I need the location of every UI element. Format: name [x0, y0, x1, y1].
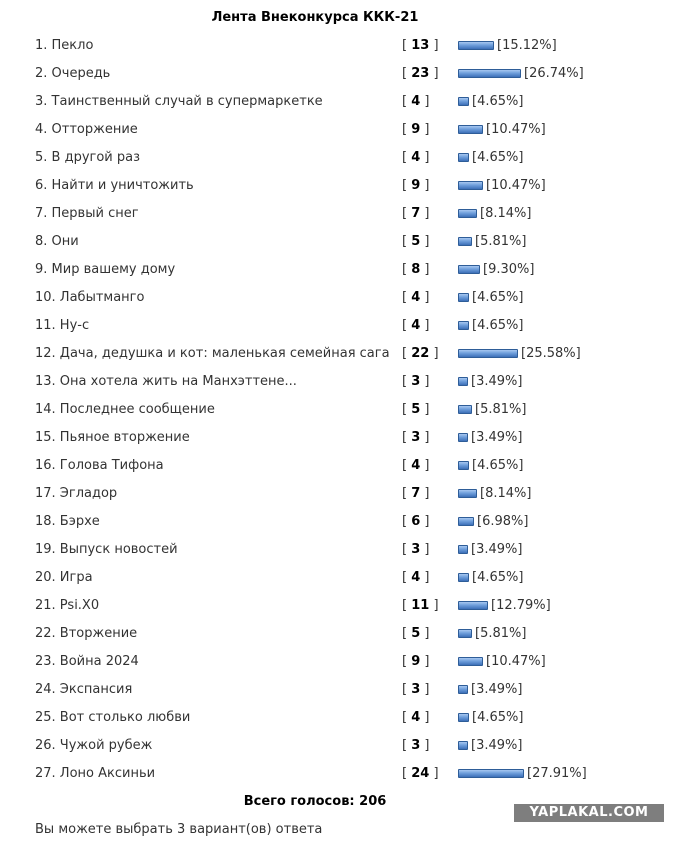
poll-option-votes: [ 22 ] — [402, 346, 439, 361]
poll-option-bar — [458, 401, 527, 417]
poll-option-bar-fill — [458, 601, 488, 610]
poll-option-bar-fill — [458, 153, 469, 162]
poll-option-bar-fill — [458, 517, 474, 526]
poll-option-percent: [4.65%] — [472, 317, 524, 333]
poll-option-row — [0, 339, 686, 367]
site-watermark-logo: YAPLAKAL.COM — [514, 804, 664, 822]
poll-option-bar — [458, 513, 529, 529]
poll-option-bar-fill — [458, 769, 524, 778]
poll-option-label: 1. Пекло — [35, 38, 94, 53]
poll-option-row — [0, 451, 686, 479]
poll-option-vote-count: 4 — [411, 570, 421, 585]
total-votes: Всего голосов: 206 — [243, 794, 387, 809]
poll-option-vote-count: 7 — [411, 206, 421, 221]
poll-option-bar-fill — [458, 41, 494, 50]
poll-option-vote-count: 9 — [411, 654, 421, 669]
poll-option-votes: [ 7 ] — [402, 206, 430, 221]
poll-option-votes: [ 4 ] — [402, 710, 430, 725]
poll-option-percent: [3.49%] — [471, 541, 523, 557]
poll-option-label: 9. Мир вашему дому — [35, 262, 176, 277]
poll-option-votes: [ 5 ] — [402, 626, 430, 641]
poll-option-percent-value: 5.81% — [480, 625, 522, 641]
poll-option-vote-count: 4 — [411, 710, 421, 725]
poll-option-percent: [8.14%] — [480, 205, 532, 221]
poll-option-vote-count: 24 — [411, 766, 430, 781]
poll-option-bar-fill — [458, 209, 477, 218]
poll-option-bar — [458, 429, 523, 445]
poll-option-bar-fill — [458, 461, 469, 470]
poll-option-vote-count: 9 — [411, 178, 421, 193]
poll-option-percent-value: 4.65% — [477, 569, 519, 585]
poll-option-row — [0, 423, 686, 451]
poll-option-vote-count: 13 — [411, 38, 430, 53]
poll-option-percent: [4.65%] — [472, 709, 524, 725]
poll-option-row — [0, 367, 686, 395]
poll-option-percent-value: 4.65% — [477, 149, 519, 165]
poll-option-bar — [458, 149, 524, 165]
poll-option-bar-fill — [458, 237, 472, 246]
poll-option-vote-count: 11 — [411, 598, 430, 613]
poll-option-votes: [ 7 ] — [402, 486, 430, 501]
poll-option-votes: [ 3 ] — [402, 430, 430, 445]
poll-option-votes: [ 3 ] — [402, 738, 430, 753]
poll-option-bar-fill — [458, 657, 483, 666]
poll-option-row — [0, 563, 686, 591]
poll-option-bar-fill — [458, 489, 477, 498]
poll-option-percent-value: 26.74% — [529, 65, 579, 81]
poll-option-row — [0, 507, 686, 535]
poll-option-vote-count: 3 — [411, 374, 421, 389]
poll-option-percent-value: 5.81% — [480, 401, 522, 417]
poll-option-bar — [458, 653, 546, 669]
poll-option-vote-count: 4 — [411, 290, 421, 305]
poll-option-bar-fill — [458, 713, 469, 722]
poll-option-label: 17. Эгладор — [35, 486, 118, 501]
poll-option-votes: [ 4 ] — [402, 290, 430, 305]
poll-option-bar — [458, 345, 581, 361]
poll-option-bar — [458, 317, 524, 333]
poll-option-votes: [ 5 ] — [402, 234, 430, 249]
poll-option-label: 22. Вторжение — [35, 626, 138, 641]
poll-option-percent-value: 4.65% — [477, 709, 519, 725]
poll-option-label: 15. Пьяное вторжение — [35, 430, 190, 445]
poll-option-bar — [458, 65, 584, 81]
poll-option-vote-count: 4 — [411, 94, 421, 109]
poll-option-votes: [ 6 ] — [402, 514, 430, 529]
poll-option-bar-fill — [458, 69, 521, 78]
poll-option-label: 13. Она хотела жить на Манхэттене... — [35, 374, 297, 389]
poll-option-votes: [ 9 ] — [402, 654, 430, 669]
poll-option-label: 12. Дача, дедушка и кот: маленькая семейная сага — [35, 346, 390, 361]
poll-option-percent: [10.47%] — [486, 653, 546, 669]
poll-option-row — [0, 199, 686, 227]
poll-option-votes: [ 9 ] — [402, 178, 430, 193]
poll-option-percent-value: 27.91% — [532, 765, 582, 781]
poll-option-bar-fill — [458, 125, 483, 134]
poll-option-vote-count: 5 — [411, 402, 421, 417]
poll-option-bar — [458, 709, 524, 725]
poll-option-label: 6. Найти и уничтожить — [35, 178, 194, 193]
poll-option-row — [0, 535, 686, 563]
poll-option-row — [0, 731, 686, 759]
poll-option-percent: [4.65%] — [472, 93, 524, 109]
poll-option-percent: [3.49%] — [471, 429, 523, 445]
poll-option-percent: [5.81%] — [475, 233, 527, 249]
poll-option-label: 5. В другой раз — [35, 150, 141, 165]
poll-option-votes: [ 8 ] — [402, 262, 430, 277]
poll-option-percent: [4.65%] — [472, 457, 524, 473]
poll-option-bar-fill — [458, 349, 518, 358]
poll-option-bar — [458, 737, 523, 753]
poll-option-label: 3. Таинственный случай в супермаркетке — [35, 94, 323, 109]
poll-option-bar — [458, 485, 532, 501]
poll-option-bar — [458, 541, 523, 557]
poll-option-percent: [3.49%] — [471, 737, 523, 753]
poll-results — [0, 31, 686, 787]
poll-option-row — [0, 675, 686, 703]
poll-option-bar-fill — [458, 629, 472, 638]
poll-option-votes: [ 4 ] — [402, 570, 430, 585]
poll-option-percent-value: 4.65% — [477, 457, 519, 473]
poll-option-bar-fill — [458, 265, 480, 274]
poll-option-percent: [3.49%] — [471, 681, 523, 697]
poll-option-bar-fill — [458, 741, 468, 750]
poll-option-bar — [458, 457, 524, 473]
poll-option-row — [0, 311, 686, 339]
poll-option-bar — [458, 373, 523, 389]
poll-option-bar-fill — [458, 97, 469, 106]
poll-option-percent-value: 3.49% — [476, 373, 518, 389]
poll-option-votes: [ 3 ] — [402, 374, 430, 389]
poll-option-percent-value: 5.81% — [480, 233, 522, 249]
poll-option-percent: [15.12%] — [497, 37, 557, 53]
poll-option-label: 7. Первый снег — [35, 206, 139, 221]
poll-option-votes: [ 13 ] — [402, 38, 439, 53]
poll-option-bar-fill — [458, 181, 483, 190]
poll-option-percent-value: 8.14% — [485, 485, 527, 501]
poll-option-row — [0, 759, 686, 787]
poll-option-label: 18. Бэрхе — [35, 514, 100, 529]
poll-option-percent: [12.79%] — [491, 597, 551, 613]
poll-option-percent-value: 8.14% — [485, 205, 527, 221]
poll-option-bar — [458, 205, 532, 221]
poll-option-percent: [10.47%] — [486, 121, 546, 137]
poll-option-percent: [6.98%] — [477, 513, 529, 529]
poll-option-percent: [25.58%] — [521, 345, 581, 361]
poll-option-percent-value: 3.49% — [476, 737, 518, 753]
poll-option-bar — [458, 177, 546, 193]
poll-option-percent-value: 4.65% — [477, 289, 519, 305]
poll-option-bar-fill — [458, 573, 469, 582]
poll-option-bar — [458, 597, 551, 613]
poll-option-label: 26. Чужой рубеж — [35, 738, 153, 753]
poll-option-row — [0, 143, 686, 171]
poll-option-label: 4. Отторжение — [35, 122, 138, 137]
poll-option-label: 11. Ну-с — [35, 318, 90, 333]
poll-option-vote-count: 22 — [411, 346, 430, 361]
poll-option-percent-value: 4.65% — [477, 93, 519, 109]
poll-option-bar — [458, 233, 527, 249]
poll-option-bar-fill — [458, 545, 468, 554]
poll-option-vote-count: 9 — [411, 122, 421, 137]
poll-option-row — [0, 395, 686, 423]
poll-option-percent: [5.81%] — [475, 625, 527, 641]
poll-option-label: 27. Лоно Аксиньи — [35, 766, 156, 781]
poll-option-row — [0, 255, 686, 283]
poll-option-votes: [ 3 ] — [402, 542, 430, 557]
poll-option-percent: [3.49%] — [471, 373, 523, 389]
poll-option-percent-value: 10.47% — [491, 177, 541, 193]
poll-option-label: 20. Игра — [35, 570, 93, 585]
poll-option-bar — [458, 37, 557, 53]
poll-option-row — [0, 619, 686, 647]
poll-option-row — [0, 59, 686, 87]
poll-option-vote-count: 4 — [411, 458, 421, 473]
poll-option-vote-count: 4 — [411, 318, 421, 333]
poll-option-label: 21. Psi.X0 — [35, 598, 100, 613]
poll-option-votes: [ 11 ] — [402, 598, 439, 613]
poll-option-bar — [458, 625, 527, 641]
poll-option-percent: [5.81%] — [475, 401, 527, 417]
poll-option-label: 25. Вот столько любви — [35, 710, 191, 725]
poll-option-label: 10. Лабытманго — [35, 290, 145, 305]
poll-option-vote-count: 4 — [411, 150, 421, 165]
poll-option-label: 23. Война 2024 — [35, 654, 139, 669]
poll-option-bar-fill — [458, 685, 468, 694]
poll-option-bar — [458, 261, 535, 277]
poll-option-percent: [4.65%] — [472, 569, 524, 585]
poll-option-percent-value: 3.49% — [476, 681, 518, 697]
poll-option-votes: [ 3 ] — [402, 682, 430, 697]
poll-option-percent: [4.65%] — [472, 289, 524, 305]
poll-option-label: 2. Очередь — [35, 66, 111, 81]
poll-option-votes: [ 4 ] — [402, 94, 430, 109]
poll-option-bar — [458, 765, 587, 781]
poll-option-bar-fill — [458, 293, 469, 302]
poll-option-percent-value: 3.49% — [476, 541, 518, 557]
poll-option-bar-fill — [458, 321, 469, 330]
poll-option-vote-count: 5 — [411, 234, 421, 249]
poll-option-votes: [ 23 ] — [402, 66, 439, 81]
poll-option-percent-value: 10.47% — [491, 653, 541, 669]
poll-option-label: 14. Последнее сообщение — [35, 402, 215, 417]
poll-option-percent-value: 15.12% — [502, 37, 552, 53]
poll-option-vote-count: 3 — [411, 682, 421, 697]
poll-option-percent: [8.14%] — [480, 485, 532, 501]
poll-option-vote-count: 23 — [411, 66, 430, 81]
poll-option-row — [0, 647, 686, 675]
poll-option-row — [0, 283, 686, 311]
poll-option-percent: [9.30%] — [483, 261, 535, 277]
poll-option-bar-fill — [458, 405, 472, 414]
poll-option-row — [0, 115, 686, 143]
poll-option-percent-value: 12.79% — [496, 597, 546, 613]
poll-option-percent: [10.47%] — [486, 177, 546, 193]
poll-option-row — [0, 591, 686, 619]
poll-option-row — [0, 171, 686, 199]
poll-option-percent-value: 4.65% — [477, 317, 519, 333]
poll-option-bar — [458, 121, 546, 137]
poll-option-bar — [458, 681, 523, 697]
choice-limit-note: Вы можете выбрать 3 вариант(ов) ответа — [35, 822, 323, 837]
poll-option-percent-value: 6.98% — [482, 513, 524, 529]
poll-option-votes: [ 4 ] — [402, 150, 430, 165]
poll-option-bar — [458, 289, 524, 305]
poll-option-row — [0, 87, 686, 115]
poll-option-votes: [ 4 ] — [402, 458, 430, 473]
poll-option-vote-count: 6 — [411, 514, 421, 529]
poll-option-votes: [ 9 ] — [402, 122, 430, 137]
poll-option-percent: [27.91%] — [527, 765, 587, 781]
poll-option-row — [0, 479, 686, 507]
poll-option-bar-fill — [458, 377, 468, 386]
poll-option-bar-fill — [458, 433, 468, 442]
poll-option-percent-value: 25.58% — [526, 345, 576, 361]
poll-option-row — [0, 227, 686, 255]
poll-title: Лента Внеконкурса ККК-21 — [211, 10, 419, 25]
poll-option-percent: [4.65%] — [472, 149, 524, 165]
poll-option-row — [0, 703, 686, 731]
poll-option-vote-count: 7 — [411, 486, 421, 501]
poll-option-label: 16. Голова Тифона — [35, 458, 164, 473]
poll-option-percent: [26.74%] — [524, 65, 584, 81]
poll-option-label: 8. Они — [35, 234, 79, 249]
poll-option-votes: [ 24 ] — [402, 766, 439, 781]
poll-option-votes: [ 5 ] — [402, 402, 430, 417]
poll-option-percent-value: 10.47% — [491, 121, 541, 137]
poll-option-label: 24. Экспансия — [35, 682, 133, 697]
poll-option-row — [0, 31, 686, 59]
poll-option-vote-count: 8 — [411, 262, 421, 277]
poll-option-percent-value: 3.49% — [476, 429, 518, 445]
poll-option-votes: [ 4 ] — [402, 318, 430, 333]
poll-option-bar — [458, 569, 524, 585]
poll-option-vote-count: 3 — [411, 542, 421, 557]
poll-option-percent-value: 9.30% — [488, 261, 530, 277]
poll-option-bar — [458, 93, 524, 109]
poll-option-label: 19. Выпуск новостей — [35, 542, 178, 557]
poll-option-vote-count: 3 — [411, 738, 421, 753]
poll-option-vote-count: 3 — [411, 430, 421, 445]
poll-option-vote-count: 5 — [411, 626, 421, 641]
